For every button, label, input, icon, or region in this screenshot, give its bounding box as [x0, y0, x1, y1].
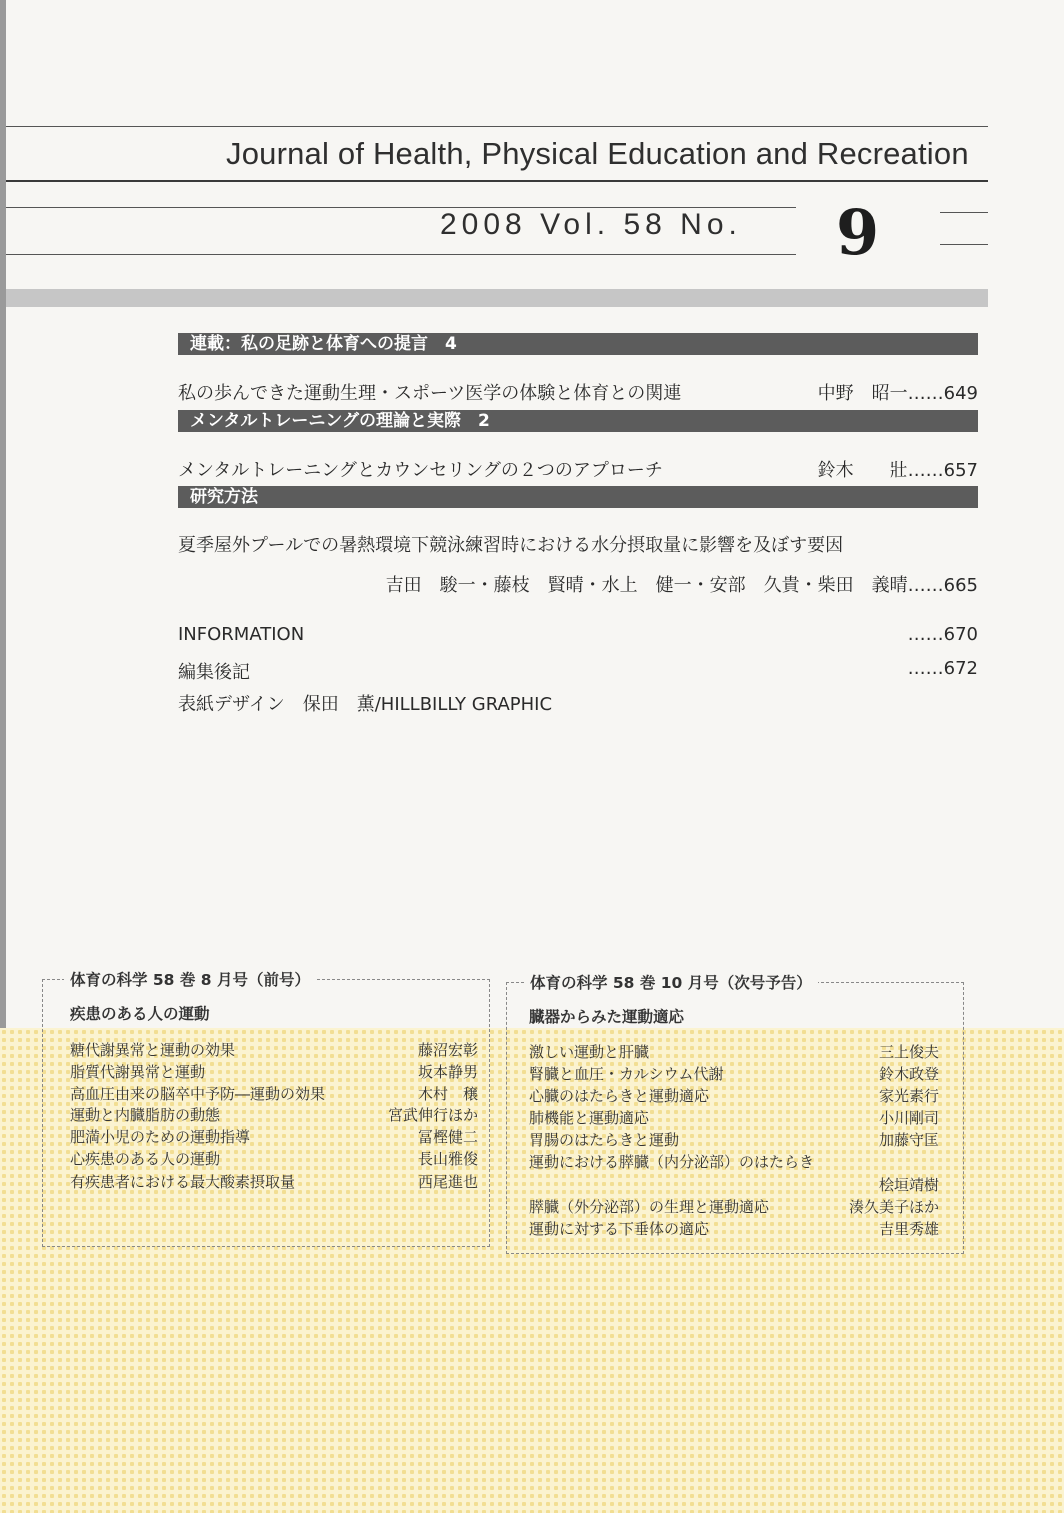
header-rule-short-2 — [940, 244, 988, 245]
next-issue-item — [529, 1174, 939, 1194]
item-title: 激しい運動と肝臓 — [529, 1043, 650, 1061]
previous-issue-theme: 疾患のある人の運動 — [70, 1005, 210, 1023]
item-author: 冨樫健二 — [417, 1128, 478, 1146]
misc-entry — [178, 690, 978, 714]
next-issue-item — [529, 1151, 939, 1171]
next-issue-item — [529, 1129, 939, 1149]
item-title: 心臓のはたらきと運動適応 — [529, 1087, 710, 1105]
previous-issue-heading: 体育の科学 58 巻 8 月号（前号） — [64, 968, 316, 990]
previous-issue-item — [70, 1148, 478, 1168]
item-author: 吉里秀雄 — [878, 1220, 939, 1238]
section-header: 研究方法 — [178, 486, 978, 508]
item-author: 桧垣靖樹 — [878, 1176, 939, 1194]
previous-issue-item — [70, 1039, 478, 1059]
item-title: 胃腸のはたらきと運動 — [529, 1131, 680, 1149]
toc-entry-author-page — [818, 379, 978, 405]
item-title: 腎臓と血圧・カルシウム代謝 — [529, 1065, 724, 1083]
previous-issue-item — [70, 1126, 478, 1146]
misc-page: ……670 — [907, 624, 978, 645]
next-issue-theme: 臓器からみた運動適応 — [529, 1008, 685, 1026]
misc-page: ……672 — [907, 658, 978, 679]
previous-issue-item — [70, 1061, 478, 1081]
item-author: 西尾進也 — [417, 1173, 478, 1191]
item-title: 運動における膵臓（内分泌部）のはたらき — [529, 1153, 815, 1171]
toc-entry-title: メンタルトレーニングとカウンセリングの２つのアプローチ — [178, 460, 663, 481]
item-title: 脂質代謝異常と運動 — [70, 1063, 206, 1081]
item-author: 鈴木政登 — [878, 1065, 939, 1083]
item-title: 肺機能と運動適応 — [529, 1109, 650, 1127]
item-title: 高血圧由来の脳卒中予防―運動の効果 — [70, 1085, 326, 1103]
header-rule-short-1 — [940, 212, 988, 213]
section-header: メンタルトレーニングの理論と実際 2 — [178, 410, 978, 432]
header-rule-1 — [6, 180, 988, 182]
volume-line: 2008 Vol. 58 No. — [440, 208, 742, 241]
next-issue-item — [529, 1218, 939, 1238]
toc-entry-page: ……649 — [907, 383, 978, 404]
item-title: 糖代謝異常と運動の効果 — [70, 1041, 236, 1059]
item-author: 加藤守匡 — [878, 1131, 939, 1149]
item-author: 家光素行 — [878, 1087, 939, 1105]
previous-issue-item — [70, 1104, 478, 1124]
item-author: 三上俊夫 — [878, 1043, 939, 1061]
toc-entry-author: 鈴木 壯 — [817, 460, 908, 481]
item-title: 膵臓（外分泌部）の生理と運動適応 — [529, 1198, 770, 1216]
next-issue-heading: 体育の科学 58 巻 10 月号（次号予告） — [524, 971, 818, 993]
next-issue-item — [529, 1107, 939, 1127]
header-rule-3 — [6, 254, 796, 255]
item-title: 運動と内臓脂肪の動態 — [70, 1106, 221, 1124]
toc-entry-page: ……665 — [907, 575, 978, 596]
misc-entry[interactable] — [178, 624, 978, 648]
item-title: 肥満小児のための運動指導 — [70, 1128, 251, 1146]
item-author: 長山雅俊 — [417, 1150, 478, 1168]
misc-label: 編集後記 — [178, 662, 250, 683]
next-issue-item — [529, 1196, 939, 1216]
misc-label: 表紙デザイン 保田 薫/HILLBILLY GRAPHIC — [178, 694, 553, 715]
issue-number: 9 — [836, 196, 880, 269]
toc-entry-title: 私の歩んできた運動生理・スポーツ医学の体験と体育との関連 — [178, 383, 682, 404]
item-author: 木村 穣 — [417, 1085, 478, 1103]
previous-issue-item — [70, 1171, 478, 1191]
item-author: 湊久美子ほか — [848, 1198, 939, 1216]
item-author: 宮武伸行ほか — [387, 1106, 478, 1124]
toc-entry-page: ……657 — [907, 460, 978, 481]
previous-issue-item — [70, 1083, 478, 1103]
item-author: 藤沼宏彰 — [417, 1041, 478, 1059]
header-grey-band — [6, 289, 988, 307]
toc-entry[interactable] — [178, 531, 978, 555]
toc-entry-authors-line — [178, 571, 978, 595]
toc-entry[interactable] — [178, 379, 978, 403]
header-top-rule — [6, 126, 988, 127]
journal-title: Journal of Health, Physical Education and Recreation — [226, 136, 969, 171]
item-author: 坂本静男 — [417, 1063, 478, 1081]
next-issue-item — [529, 1085, 939, 1105]
toc-entry-author-page — [818, 456, 978, 482]
toc-entry[interactable] — [178, 456, 978, 480]
toc-entry-title: 夏季屋外プールでの暑熱環境下競泳練習時における水分摂取量に影響を及ぼす要因 — [178, 535, 844, 556]
misc-entry[interactable] — [178, 658, 978, 682]
toc-entry-author: 中野 昭一 — [817, 383, 908, 404]
section-header: 連載：私の足跡と体育への提言 4 — [178, 333, 978, 355]
next-issue-item — [529, 1063, 939, 1083]
item-title: 心疾患のある人の運動 — [70, 1150, 221, 1168]
next-issue-item — [529, 1041, 939, 1061]
item-title: 有疾患者における最大酸素摂取量 — [70, 1173, 296, 1191]
toc-entry-author: 吉田 駿一・藤枝 賢晴・水上 健一・安部 久貴・柴田 義晴 — [385, 575, 908, 596]
toc-entry-author-page — [386, 571, 978, 597]
misc-label: INFORMATION — [178, 624, 305, 645]
item-title: 運動に対する下垂体の適応 — [529, 1220, 710, 1238]
item-author: 小川剛司 — [878, 1109, 939, 1127]
